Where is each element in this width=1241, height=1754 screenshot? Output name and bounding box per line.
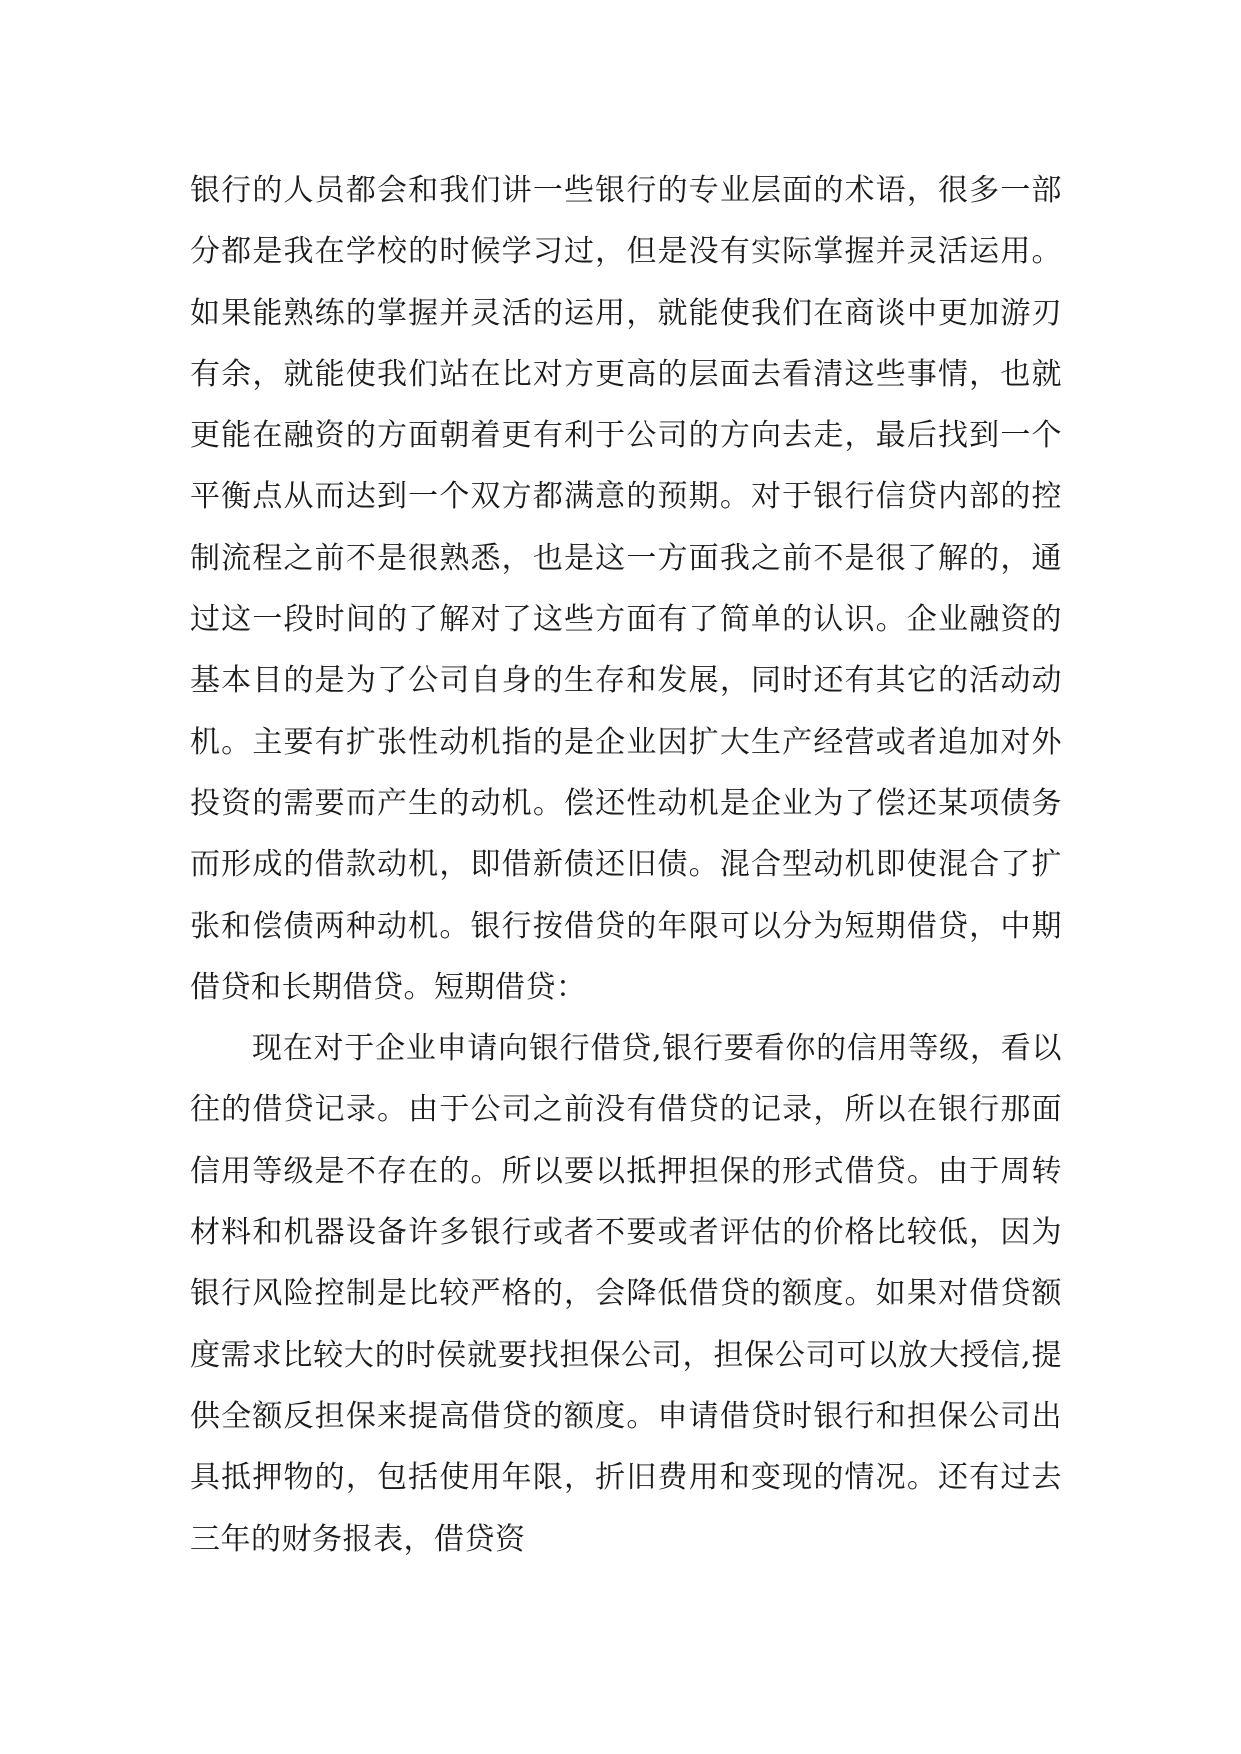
paragraph-1: 银行的人员都会和我们讲一些银行的专业层面的术语，很多一部分都是我在学校的时候学习过，但是没有实际掌握并灵活运用。如果能熟练的掌握并灵活的运用，就能使我们在商谈中更加游刃有余，就能使我们站在比对方更高的层面去看清这些事情，也就更能在融资的方面朝着更有利于公司的方向去走，最后找到一个平衡点从而达到一个双方都满意的预期。对于银行信贷内部的控制流程之前不是很熟悉，也是这一方面我之前不是很了解的，通过这一段时间的了解对了这些方面有了简单的认识。企业融资的基本目的是为了公司自身的生存和发展，同时还有其它的活动动机。主要有扩张性动机指的是企业因扩大生产经营或者追加对外投资的需要而产生的动机。偿还性动机是企业为了偿还某项债务而形成的借款动机，即借新债还旧债。混合型动机即使混合了扩张和偿债两种动机。银行按借贷的年限可以分为短期借贷，中期借贷和长期借贷。短期借贷：: [190, 173, 1062, 1005]
document-body: [190, 160, 1062, 1570]
paragraph-2: 现在对于企业申请向银行借贷,银行要看你的信用等级，看以往的借贷记录。由于公司之前没有借贷的记录，所以在银行那面信用等级是不存在的。所以要以抵押担保的形式借贷。由于周转材料和机器设备许多银行或者不要或者评估的价格比较低，因为银行风险控制是比较严格的，会降低借贷的额度。如果对借贷额度需求比较大的时侯就要找担保公司，担保公司可以放大授信,提供全额反担保来提高借贷的额度。申请借贷时银行和担保公司出具抵押物的，包括使用年限，折旧费用和变现的情况。还有过去三年的财务报表，借贷资: [190, 1031, 1062, 1557]
